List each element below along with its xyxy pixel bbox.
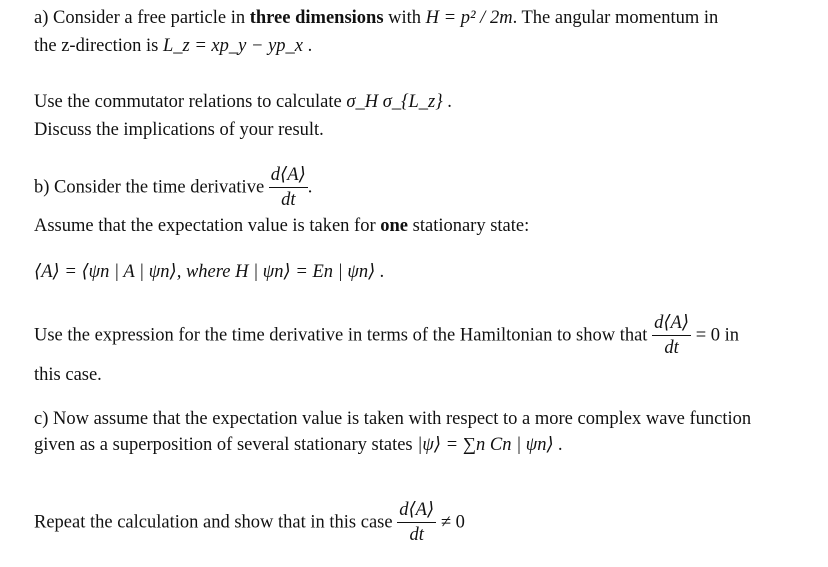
part-b-line-2: Assume that the expectation value is taken for one stationary state: (34, 216, 530, 236)
part-a-line-2: the z-direction is L_z = xp_y − yp_x . (34, 36, 313, 56)
part-c-line-2: given as a superposition of several stationary states |ψ⟩ = ∑n Cn | ψn⟩ . (34, 435, 563, 455)
part-b-line-4: this case. (34, 365, 102, 385)
part-b-line-1: b) Consider the time derivative $\frac{d⟨A⟩}{dt}$ . (34, 165, 313, 211)
angular-momentum-equation: L_z = xp_y − yp_x (162, 36, 304, 56)
part-a-line-4: Discuss the implications of your result. (34, 120, 324, 140)
superposition-equation: |ψ⟩ = ∑n Cn | ψn⟩ . (417, 435, 563, 455)
uncertainty-product: σ_H σ_{L_z} (346, 92, 443, 112)
part-a-line-1: a) Consider a free particle in three dimensions with H = p² / 2m. The angular momentum in (34, 8, 719, 28)
part-a-line-3: Use the commutator relations to calculate σ_H σ_{L_z} . (34, 92, 452, 112)
part-c-line-3: Repeat the calculation and show that in this case $\frac{d⟨A⟩}{dt}$ ≠ 0 (34, 500, 465, 546)
time-derivative-fraction-3: $\frac{d⟨A⟩}{dt}$ (399, 500, 435, 546)
time-derivative-fraction-2: $\frac{d⟨A⟩}{dt}$ (654, 313, 690, 359)
hamiltonian-equation: H = p² / 2m (425, 8, 513, 28)
part-b-line-3: Use the expression for the time derivative in terms of the Hamiltonian to show that $\frac{d⟨A⟩}{dt}$ = 0 in (34, 313, 740, 359)
expectation-value-equation: ⟨A⟩ = ⟨ψn | A | ψn⟩, where H | ψn⟩ = En | ψn⟩ . (34, 262, 385, 282)
part-c-line-1: c) Now assume that the expectation value is taken with respect to a more complex wave function (34, 409, 752, 429)
time-derivative-fraction: $\frac{d⟨A⟩}{dt}$ (270, 165, 306, 211)
